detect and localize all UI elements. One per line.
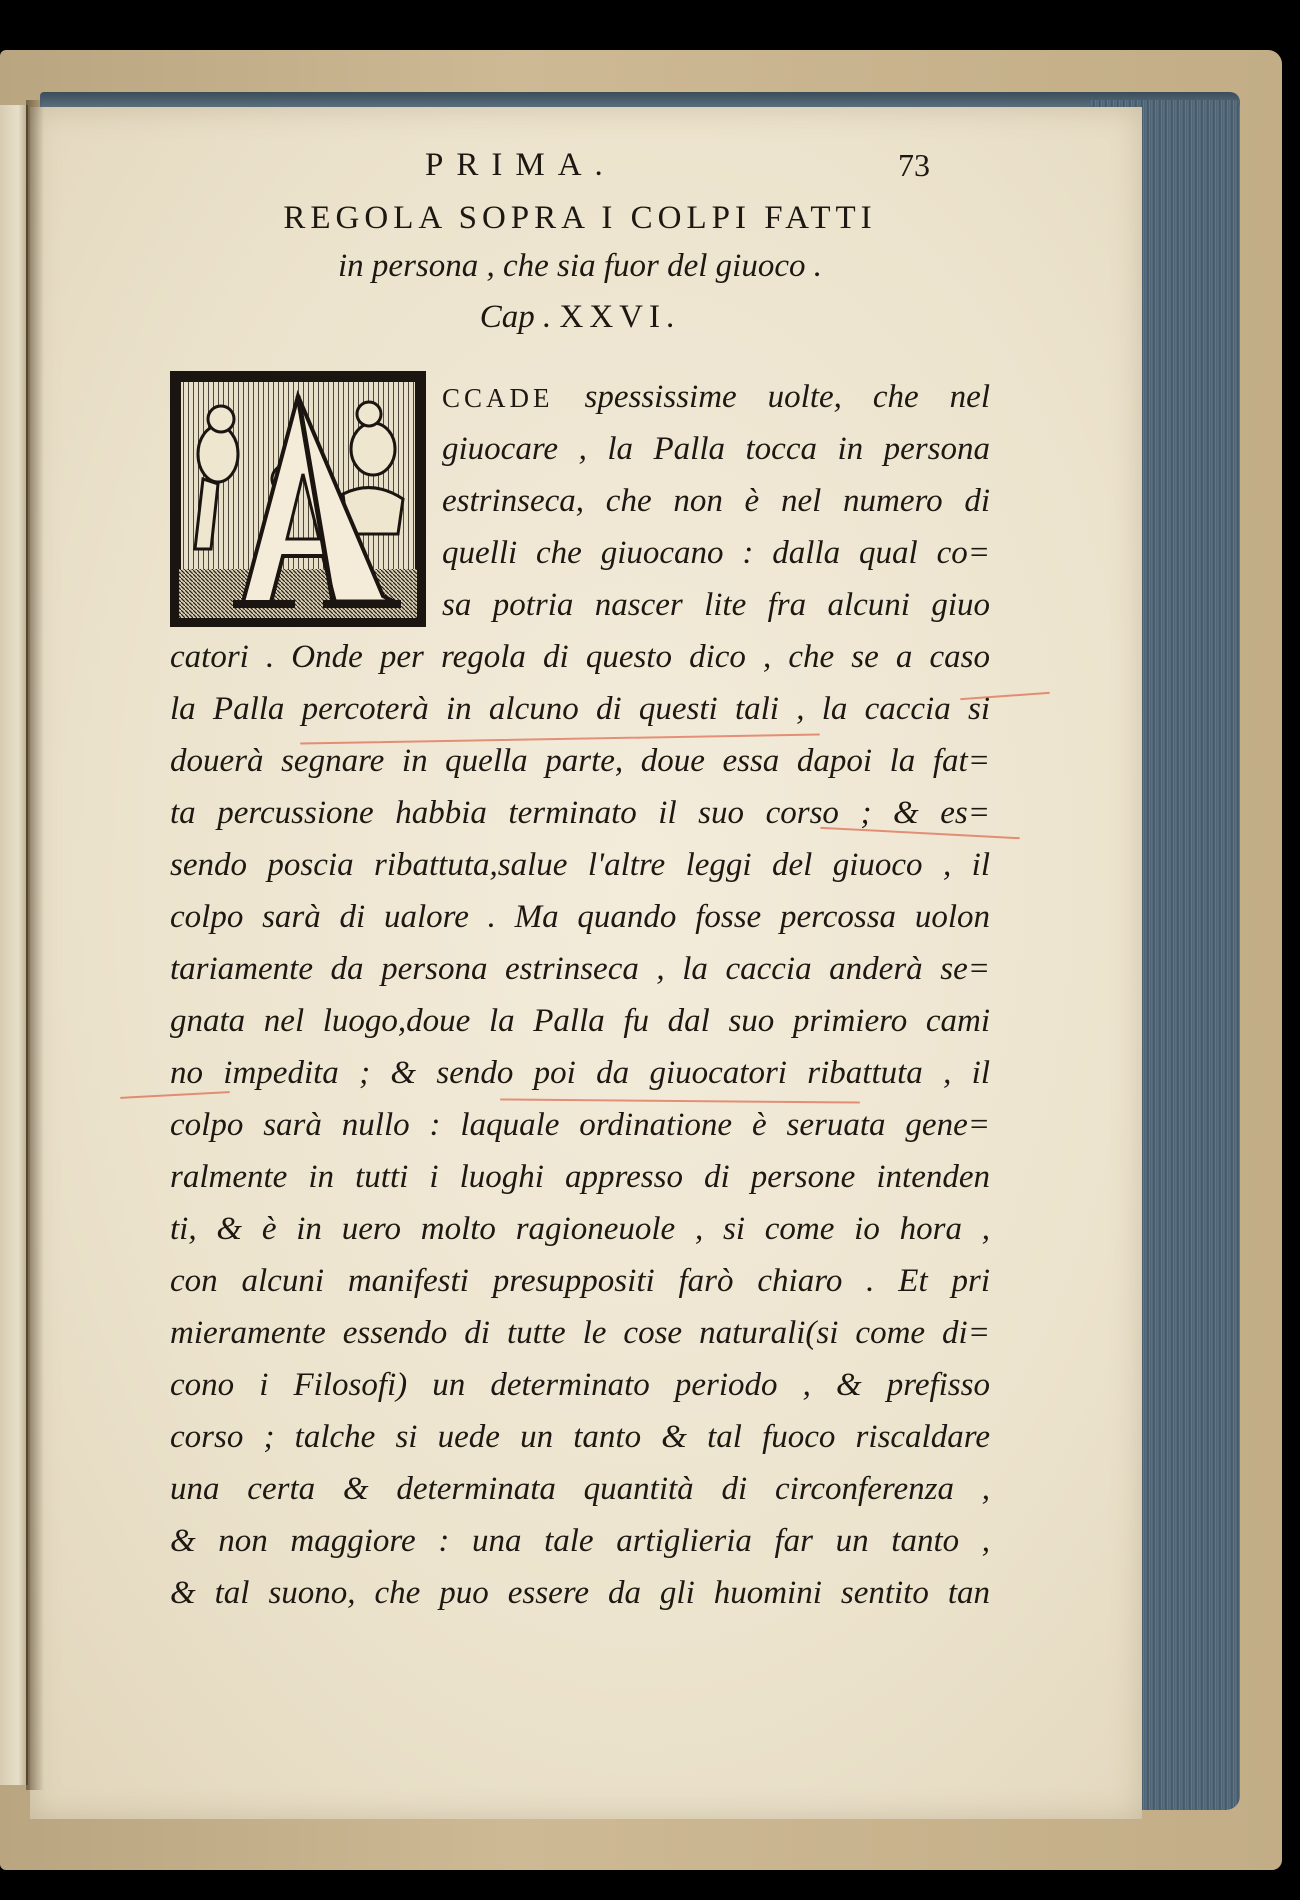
woodcut-illustration: [173, 374, 423, 624]
text-line: douerà segnare in quella parte, doue essa dapoi la fat=: [170, 743, 990, 779]
running-head-title: PRIMA.: [425, 147, 616, 183]
text-line: colpo sarà nullo : laquale ordinatione è seruata gene=: [170, 1107, 990, 1143]
text-line: ti, & è in uero molto ragioneuole , si come io hora ,: [170, 1211, 990, 1247]
text-line: ralmente in tutti i luoghi appresso di persone intenden: [170, 1159, 990, 1195]
chapter-body: [170, 371, 990, 1619]
text-line: colpo sarà di ualore . Ma quando fosse percossa uolon: [170, 899, 990, 935]
text-line: gnata nel luogo,doue la Palla fu dal suo primiero cami: [170, 1003, 990, 1039]
text-line: cono i Filosofi) un determinato periodo , & prefisso: [170, 1367, 990, 1403]
chapter-title-line2: in persona , che sia fuor del giuoco .: [338, 248, 822, 284]
text-line: con alcuni manifesti presuppositi farò chiaro . Et pri: [170, 1263, 990, 1299]
gutter-shadow: [26, 100, 44, 1790]
text-line: estrinseca, che non è nel numero di: [442, 483, 990, 519]
text-line: sa potria nascer lite fra alcuni giuo: [442, 587, 990, 623]
chapter-heading: [170, 195, 990, 343]
text-line: [442, 371, 990, 423]
running-head: [170, 143, 990, 189]
text-line: ta percussione habbia terminato il suo corso ; & es=: [170, 795, 990, 831]
facing-page: [0, 105, 28, 1785]
text-line: mieramente essendo di tutte le cose naturali(si come di=: [170, 1315, 990, 1351]
page-number: 73: [898, 147, 930, 183]
text-line: la Palla percoterà in alcuno di questi tali , la caccia si: [170, 691, 990, 727]
text-line: no impedita ; & sendo poi da giuocatori ribattuta , il: [170, 1055, 990, 1091]
text-block: [170, 143, 990, 1619]
text-line: & tal suono, che puo essere da gli huomini sentito tan: [170, 1575, 990, 1611]
woodcut-initial-a: [170, 371, 426, 627]
chapter-title-line1: REGOLA SOPRA I COLPI FATTI: [283, 200, 877, 236]
text-line: una certa & determinata quantità di circonferenza ,: [170, 1471, 990, 1507]
chapter-roman-numeral: XXVI.: [559, 299, 681, 335]
text-line: corso ; talche si uede un tanto & tal fuoco riscaldare: [170, 1419, 990, 1455]
text-line: quelli che giuocano : dalla qual co=: [442, 535, 990, 571]
text-line: tariamente da persona estrinseca , la caccia anderà se=: [170, 951, 990, 987]
text-line: sendo poscia ribattuta,salue l'altre leggi del giuoco , il: [170, 847, 990, 883]
text-line: giuocare , la Palla tocca in persona: [442, 431, 990, 467]
text-line: catori . Onde per regola di questo dico , che se a caso: [170, 639, 990, 675]
book-page: [30, 107, 1142, 1819]
text-line: & non maggiore : una tale artiglieria far un tanto ,: [170, 1523, 990, 1559]
chapter-number: [170, 291, 990, 343]
chapter-label: Cap .: [479, 299, 552, 335]
opening-line-rest: spessissime uolte, che nel: [553, 379, 990, 415]
opening-word: CCADE: [442, 383, 554, 413]
